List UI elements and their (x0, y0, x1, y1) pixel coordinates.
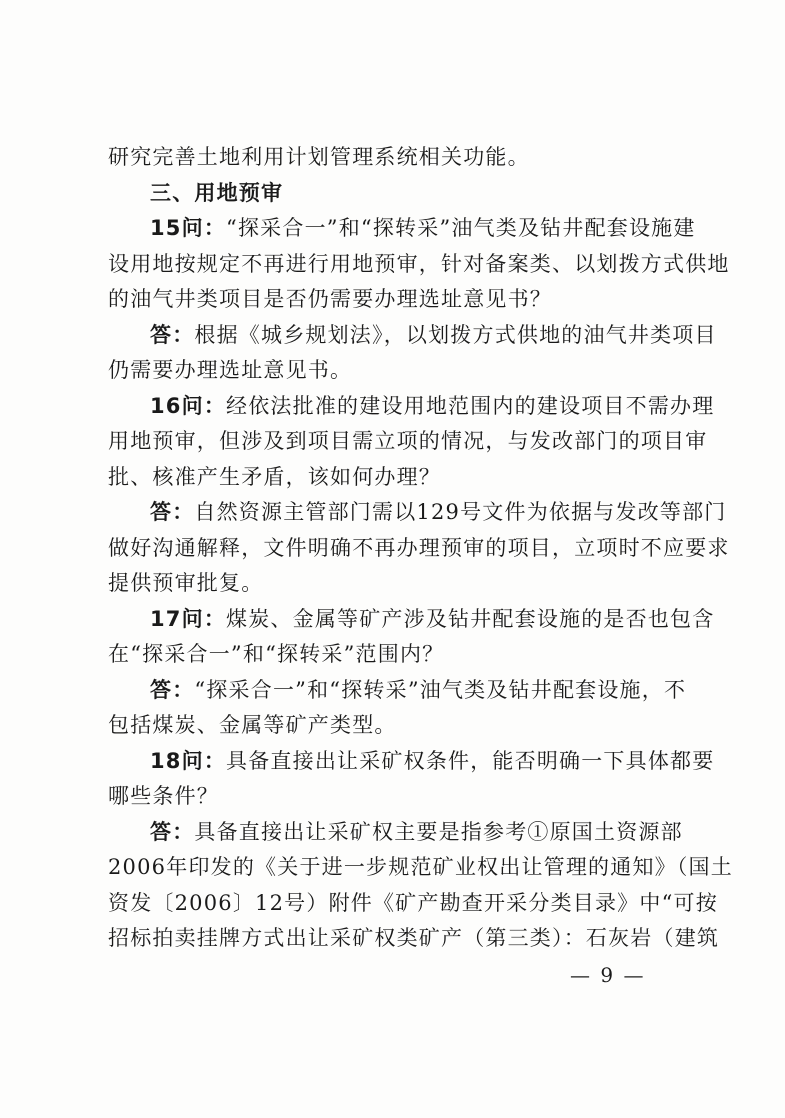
page-number: — 9 — (570, 963, 646, 987)
question-text: 具备直接出让采矿权条件，能否明确一下具体都要 (226, 748, 715, 773)
question-text: 煤炭、金属等矿产涉及钻井配套设施的是否也包含 (226, 606, 715, 631)
answer-text: “探采合一”和“探转采”油气类及钻井配套设施，不 (194, 677, 687, 702)
answer-text: 根据《城乡规划法》，以划拨方式供地的油气井类项目 (194, 322, 717, 347)
answer-text: 具备直接出让采矿权主要是指参考①原国土资源部 (194, 819, 683, 844)
text-line: 包括煤炭、金属等矿产类型。 (108, 713, 397, 737)
text-line: 用地预审，但涉及到项目需立项的情况，与发改部门的项目审 (108, 429, 708, 453)
text-line: 在“探采合一”和“探转采”范围内？ (108, 642, 445, 666)
answer-label: 答： (150, 322, 195, 347)
answer-label: 答： (150, 500, 195, 524)
question-17-line (108, 602, 715, 638)
text-line: 做好沟通解释，文件明确不再办理预审的项目，立项时不应要求 (108, 535, 730, 560)
answer-17-line (108, 673, 687, 709)
text-line: 2006年印发的《关于进一步规范矿业权出让管理的通知》（国土 (108, 855, 733, 879)
text-line: 提供预审批复。 (108, 571, 264, 595)
question-18-line (108, 744, 715, 780)
question-text: “探采合一”和“探转采”油气类及钻井配套设施建 (226, 216, 696, 240)
section-heading-text: 三、用地预审 (150, 180, 284, 205)
answer-18-line (108, 815, 683, 851)
answer-label: 答： (150, 677, 195, 702)
question-15-line (108, 211, 696, 247)
question-label: 18问： (150, 748, 227, 773)
section-heading (108, 176, 676, 212)
text-line: 研究完善土地利用计划管理系统相关功能。 (108, 145, 530, 169)
text-line: 哪些条件？ (108, 784, 219, 808)
question-16-line (108, 389, 715, 425)
text-line: 招标拍卖挂牌方式出让采矿权类矿产（第三类）：石灰岩（建筑 (108, 926, 720, 950)
text-line: 的油气井类项目是否仍需要办理选址意见书？ (108, 287, 552, 311)
question-label: 17问： (150, 606, 227, 631)
answer-label: 答： (150, 819, 195, 844)
answer-15-line (108, 318, 717, 354)
question-label: 16问： (150, 393, 227, 418)
text-line: 仍需要办理选址意见书。 (108, 358, 353, 382)
text-line: 资发〔2006〕12号）附件《矿产勘查开采分类目录》中“可按 (108, 890, 718, 915)
answer-16-line (108, 495, 727, 531)
text-line: 批、核准产生矛盾，该如何办理？ (108, 464, 441, 489)
question-label: 15问： (150, 216, 227, 240)
document-body (108, 140, 733, 957)
question-text: 经依法批准的建设用地范围内的建设项目不需办理 (226, 393, 715, 418)
text-line: 设用地按规定不再进行用地预审，针对备案类、以划拨方式供地 (108, 251, 730, 276)
answer-text: 自然资源主管部门需以129号文件为依据与发改等部门 (194, 500, 727, 524)
